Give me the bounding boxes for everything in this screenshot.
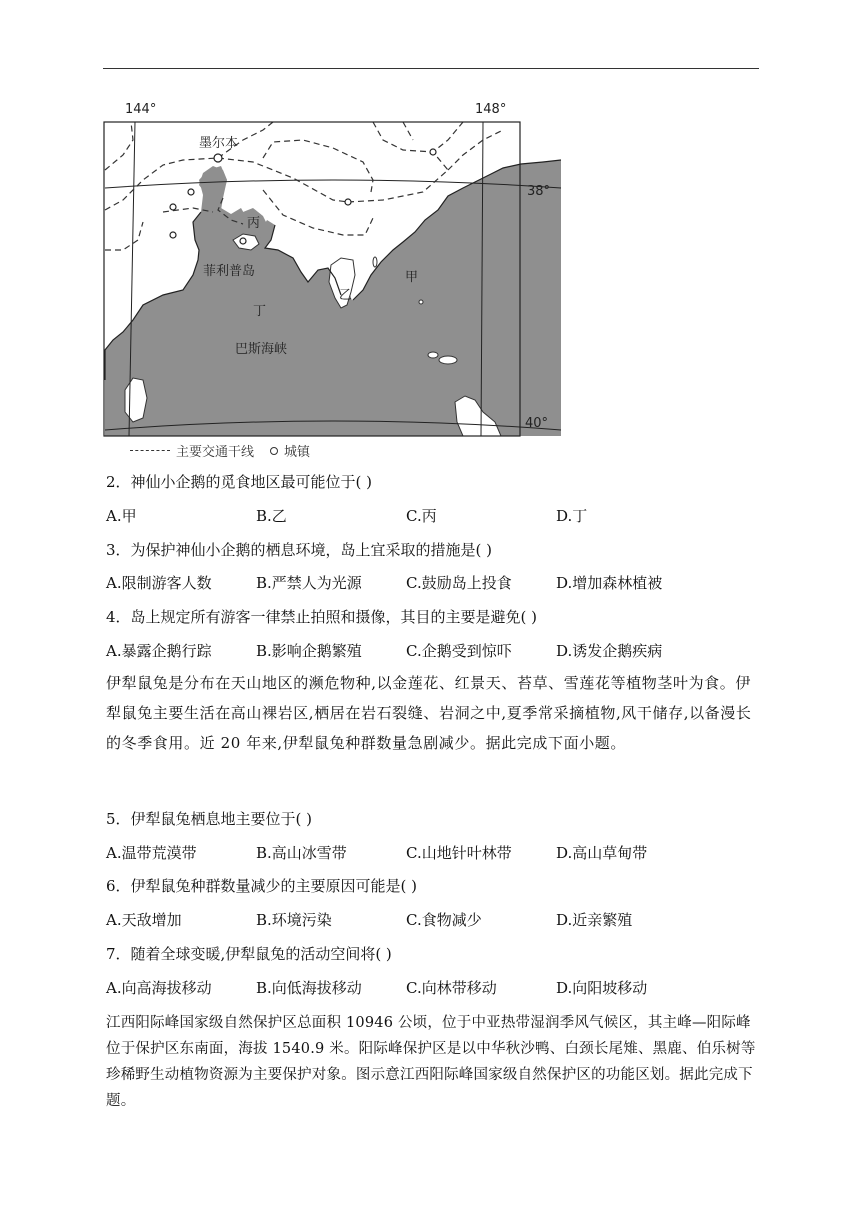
label-lat-38: 38° bbox=[527, 184, 551, 199]
legend-town-label: 城镇 bbox=[284, 445, 311, 460]
option: A.甲 bbox=[106, 507, 137, 525]
option: B.向低海拔移动 bbox=[256, 979, 362, 997]
label-bass-strait: 巴斯海峡 bbox=[235, 342, 288, 357]
legend-town-symbol bbox=[270, 447, 278, 455]
question-5: 5．伊犁鼠兔栖息地主要位于( ) bbox=[106, 810, 313, 828]
option: D.诱发企鹅疾病 bbox=[556, 642, 663, 660]
question-3: 3．为保护神仙小企鹅的栖息环境，岛上宜采取的措施是( ) bbox=[106, 541, 493, 559]
town-4 bbox=[170, 232, 176, 238]
question-3-options bbox=[106, 572, 662, 593]
option: D.增加森林植被 bbox=[556, 574, 663, 592]
question-2-options bbox=[106, 505, 587, 526]
islet-1 bbox=[428, 352, 438, 358]
town-5 bbox=[188, 189, 194, 195]
town-melbourne bbox=[214, 154, 222, 162]
question-4: 4．岛上规定所有游客一律禁止拍照和摄像，其目的主要是避免( ) bbox=[106, 608, 538, 626]
question-7: 7．随着全球变暖,伊犁鼠兔的活动空间将( ) bbox=[106, 945, 392, 963]
option: A.暴露企鹅行踪 bbox=[106, 642, 212, 660]
label-lon-144: 144° bbox=[125, 102, 157, 117]
island-left-bottom bbox=[125, 378, 147, 422]
question-6-options bbox=[106, 909, 632, 930]
label-melbourne: 墨尔本 bbox=[199, 136, 239, 151]
sea-area bbox=[105, 160, 561, 436]
label-bing: 丙 bbox=[247, 216, 261, 231]
islet-3 bbox=[419, 300, 423, 304]
header-rule bbox=[103, 68, 759, 69]
option: C.丙 bbox=[406, 507, 437, 525]
label-jia: 甲 bbox=[405, 270, 419, 285]
option: A.限制游客人数 bbox=[106, 574, 212, 592]
islet-4 bbox=[373, 257, 377, 267]
option: B.环境污染 bbox=[256, 911, 332, 929]
label-ding: 丁 bbox=[253, 304, 267, 319]
label-phillip-island: 菲利普岛 bbox=[203, 264, 256, 279]
option: C.鼓励岛上投食 bbox=[406, 574, 512, 592]
label-lon-148: 148° bbox=[475, 102, 507, 117]
legend-road-label: 主要交通干线 bbox=[176, 445, 255, 460]
option: A.天敌增加 bbox=[106, 911, 182, 929]
option: D.近亲繁殖 bbox=[556, 911, 633, 929]
option: C.食物减少 bbox=[406, 911, 482, 929]
passage-yangjifeng: 江西阳际峰国家级自然保护区总面积 10946 公顷，位于中亚热带湿润季风气候区，其主峰—阳际峰位于保护区东南面，海拔 1540.9 米。阳际峰保护区是以中华秋沙鸭、白颈长尾雉、黑鹿、伯乐树等珍稀野生动植物资源为主要保护对象。图示意江西阳际峰国家级自然保护区的功能区划。据此完成下题。 bbox=[106, 1015, 756, 1109]
option: B.严禁人为光源 bbox=[256, 574, 362, 592]
option: C.向林带移动 bbox=[406, 979, 497, 997]
option: B.影响企鹅繁殖 bbox=[256, 642, 362, 660]
label-yi: 乙 bbox=[339, 288, 353, 303]
question-7-options bbox=[106, 977, 647, 998]
question-6: 6．伊犁鼠兔种群数量减少的主要原因可能是( ) bbox=[106, 877, 418, 895]
option: B.乙 bbox=[256, 507, 287, 525]
option: C.山地针叶林带 bbox=[406, 844, 512, 862]
question-4-options bbox=[106, 640, 662, 661]
town-2 bbox=[430, 149, 436, 155]
label-lat-40: 40° bbox=[525, 416, 549, 431]
town-3 bbox=[170, 204, 176, 210]
map-legend bbox=[130, 441, 310, 460]
map-figure bbox=[103, 100, 563, 462]
option: D.丁 bbox=[556, 507, 588, 525]
question-2: 2．神仙小企鹅的觅食地区最可能位于( ) bbox=[106, 473, 373, 491]
passage-ili-pika: 伊犁鼠兔是分布在天山地区的濒危物种,以金莲花、红景天、苔草、雪莲花等植物茎叶为食。伊犁鼠兔主要生活在高山裸岩区,栖居在岩石裂缝、岩洞之中,夏季常采摘植物,风干储存,以备漫长的冬季食用。近 20 年来,伊犁鼠兔种群数量急剧减少。据此完成下面小题。 bbox=[106, 674, 752, 752]
town-1 bbox=[345, 199, 351, 205]
map-svg bbox=[103, 100, 563, 440]
option: C.企鹅受到惊吓 bbox=[406, 642, 512, 660]
legend-road-symbol bbox=[130, 450, 170, 451]
islet-2 bbox=[439, 356, 457, 364]
option: D.向阳坡移动 bbox=[556, 979, 648, 997]
option: B.高山冰雪带 bbox=[256, 844, 347, 862]
option: D.高山草甸带 bbox=[556, 844, 648, 862]
question-5-options bbox=[106, 842, 647, 863]
option: A.向高海拔移动 bbox=[106, 979, 212, 997]
town-6 bbox=[240, 238, 246, 244]
option: A.温带荒漠带 bbox=[106, 844, 197, 862]
